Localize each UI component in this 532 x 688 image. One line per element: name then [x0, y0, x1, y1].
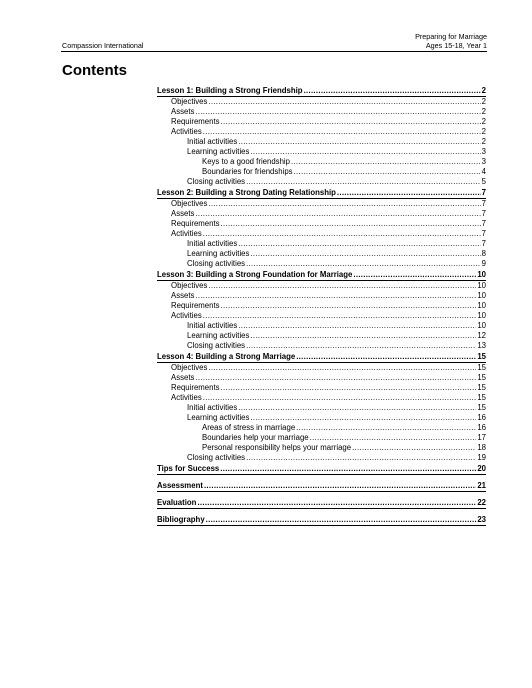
toc-page-number: 16 — [477, 413, 486, 422]
toc-page-number: 15 — [477, 373, 486, 382]
toc-page-number: 17 — [477, 433, 486, 442]
toc-page-number: 2 — [481, 97, 486, 106]
header-organization: Compassion International — [62, 41, 144, 50]
toc-entry-title: Lesson 2: Building a Strong Dating Relationship — [157, 188, 336, 197]
toc-page-number: 16 — [477, 423, 486, 432]
toc-dot-leader — [353, 269, 476, 280]
toc-entry-title: Activities — [171, 127, 202, 136]
toc-dot-leader — [250, 413, 476, 423]
toc-dot-leader — [220, 463, 476, 474]
toc-dot-leader — [250, 331, 476, 341]
toc-entry[interactable] — [157, 167, 486, 177]
toc-dot-leader — [221, 117, 481, 127]
toc-page-number: 12 — [477, 331, 486, 340]
toc-entry[interactable] — [157, 291, 486, 301]
toc-entry[interactable] — [157, 209, 486, 219]
toc-page-number: 2 — [481, 127, 486, 136]
toc-entry[interactable] — [157, 157, 486, 167]
toc-entry-title: Activities — [171, 393, 202, 402]
toc-entry[interactable] — [157, 403, 486, 413]
toc-entry[interactable] — [157, 85, 486, 97]
toc-dot-leader — [203, 127, 481, 137]
toc-dot-leader — [221, 301, 477, 311]
toc-entry-title: Areas of stress in marriage — [202, 423, 296, 432]
toc-dot-leader — [296, 351, 476, 362]
toc-dot-leader — [250, 249, 480, 259]
toc-page-number: 10 — [477, 291, 486, 300]
toc-entry-title: Assets — [171, 291, 195, 300]
toc-dot-leader — [203, 393, 477, 403]
toc-dot-leader — [352, 443, 476, 453]
toc-page-number: 2 — [481, 117, 486, 126]
toc-dot-leader — [246, 453, 476, 463]
toc-dot-leader — [238, 321, 476, 331]
toc-page-number: 7 — [481, 188, 486, 197]
toc-entry-title: Initial activities — [187, 137, 238, 146]
toc-entry-title: Objectives — [171, 363, 208, 372]
toc-page-number: 8 — [481, 249, 486, 258]
header-document-info — [415, 32, 487, 50]
toc-entry[interactable] — [157, 117, 486, 127]
toc-entry-title: Lesson 1: Building a Strong Friendship — [157, 86, 303, 95]
toc-dot-leader — [208, 199, 480, 209]
toc-entry[interactable] — [157, 219, 486, 229]
toc-dot-leader — [203, 311, 477, 321]
toc-entry[interactable] — [157, 341, 486, 351]
toc-entry-title: Closing activities — [187, 453, 246, 462]
toc-dot-leader — [208, 97, 480, 107]
toc-entry-title: Requirements — [171, 117, 220, 126]
toc-page-number: 15 — [477, 403, 486, 412]
toc-page-number: 20 — [477, 464, 486, 473]
toc-entry[interactable] — [157, 301, 486, 311]
toc-page-number: 10 — [477, 321, 486, 330]
toc-entry-title: Learning activities — [187, 249, 250, 258]
toc-page-number: 7 — [481, 239, 486, 248]
toc-entry[interactable] — [157, 463, 486, 475]
toc-entry-title: Closing activities — [187, 259, 246, 268]
toc-dot-leader — [221, 219, 481, 229]
toc-entry-title: Activities — [171, 311, 202, 320]
toc-entry-title: Lesson 4: Building a Strong Marriage — [157, 352, 296, 361]
toc-entry-title: Learning activities — [187, 413, 250, 422]
toc-entry-title: Tips for Success — [157, 464, 220, 473]
toc-entry-title: Evaluation — [157, 498, 197, 507]
toc-entry-title: Closing activities — [187, 177, 246, 186]
toc-page-number: 15 — [477, 363, 486, 372]
toc-entry[interactable] — [157, 351, 486, 363]
header-course-level: Ages 15-18, Year 1 — [425, 41, 487, 50]
toc-page-number: 2 — [481, 107, 486, 116]
toc-page-number: 10 — [477, 270, 486, 279]
toc-entry-title: Objectives — [171, 97, 208, 106]
toc-entry[interactable] — [157, 199, 486, 209]
toc-entry-title: Closing activities — [187, 341, 246, 350]
toc-entry-title: Initial activities — [187, 239, 238, 248]
toc-dot-leader — [221, 383, 477, 393]
toc-entry-title: Learning activities — [187, 331, 250, 340]
toc-entry-title: Bibliography — [157, 515, 205, 524]
toc-entry-title: Assets — [171, 373, 195, 382]
toc-dot-leader — [304, 85, 481, 96]
toc-page-number: 15 — [477, 393, 486, 402]
toc-entry[interactable] — [157, 249, 486, 259]
toc-entry-title: Initial activities — [187, 321, 238, 330]
toc-entry[interactable] — [157, 137, 486, 147]
toc-entry-title: Requirements — [171, 219, 220, 228]
toc-page-number: 21 — [477, 481, 486, 490]
toc-entry-title: Activities — [171, 229, 202, 238]
toc-entry[interactable] — [157, 311, 486, 321]
toc-page-number: 7 — [481, 199, 486, 208]
toc-entry[interactable] — [157, 107, 486, 117]
toc-dot-leader — [206, 514, 477, 525]
toc-entry[interactable] — [157, 147, 486, 157]
toc-page-number: 22 — [477, 498, 486, 507]
page-title: Contents — [62, 62, 127, 79]
toc-entry[interactable] — [157, 97, 486, 107]
toc-dot-leader — [246, 259, 481, 269]
toc-dot-leader — [197, 497, 476, 508]
toc-dot-leader — [310, 433, 477, 443]
toc-entry[interactable] — [157, 127, 486, 137]
toc-entry-title: Boundaries for friendships — [202, 167, 293, 176]
toc-dot-leader — [291, 157, 481, 167]
toc-entry[interactable] — [157, 433, 486, 443]
toc-page-number: 7 — [481, 209, 486, 218]
toc-dot-leader — [250, 147, 480, 157]
toc-page-number: 15 — [477, 383, 486, 392]
toc-page-number: 23 — [477, 515, 486, 524]
toc-entry-title: Boundaries help your marriage — [202, 433, 309, 442]
toc-entry-title: Assets — [171, 107, 195, 116]
toc-entry[interactable] — [157, 259, 486, 269]
toc-entry-title: Assets — [171, 209, 195, 218]
toc-dot-leader — [195, 291, 476, 301]
toc-page-number: 10 — [477, 311, 486, 320]
toc-entry[interactable] — [157, 480, 486, 492]
toc-dot-leader — [208, 363, 476, 373]
toc-entry-title: Initial activities — [187, 403, 238, 412]
toc-page-number: 18 — [477, 443, 486, 452]
toc-entry[interactable] — [157, 443, 486, 453]
toc-dot-leader — [204, 480, 476, 491]
toc-entry[interactable] — [157, 321, 486, 331]
toc-dot-leader — [238, 137, 480, 147]
toc-page-number: 7 — [481, 229, 486, 238]
toc-entry[interactable] — [157, 239, 486, 249]
toc-entry-title: Keys to a good friendship — [202, 157, 290, 166]
toc-dot-leader — [203, 229, 481, 239]
toc-entry[interactable] — [157, 413, 486, 423]
toc-entry[interactable] — [157, 187, 486, 199]
toc-dot-leader — [246, 177, 481, 187]
toc-dot-leader — [337, 187, 481, 198]
toc-entry-title: Objectives — [171, 281, 208, 290]
toc-entry[interactable] — [157, 497, 486, 509]
toc-entry[interactable] — [157, 281, 486, 291]
toc-entry[interactable] — [157, 383, 486, 393]
toc-page-number: 4 — [481, 167, 486, 176]
toc-entry-title: Learning activities — [187, 147, 250, 156]
toc-entry[interactable] — [157, 363, 486, 373]
toc-entry[interactable] — [157, 453, 486, 463]
toc-entry-title: Requirements — [171, 383, 220, 392]
toc-dot-leader — [294, 167, 481, 177]
toc-page-number: 10 — [477, 301, 486, 310]
toc-dot-leader — [246, 341, 476, 351]
toc-entry-title: Requirements — [171, 301, 220, 310]
toc-page-number: 9 — [481, 259, 486, 268]
toc-entry-title: Objectives — [171, 199, 208, 208]
toc-dot-leader — [195, 107, 480, 117]
toc-page-number: 2 — [481, 86, 486, 95]
toc-entry[interactable] — [157, 269, 486, 281]
toc-dot-leader — [195, 373, 476, 383]
toc-entry[interactable] — [157, 514, 486, 526]
toc-page-number: 7 — [481, 219, 486, 228]
toc-page-number: 2 — [481, 137, 486, 146]
toc-dot-leader — [296, 423, 476, 433]
toc-dot-leader — [195, 209, 480, 219]
toc-page-number: 5 — [481, 177, 486, 186]
toc-entry[interactable] — [157, 393, 486, 403]
toc-entry[interactable] — [157, 177, 486, 187]
toc-entry-title: Lesson 3: Building a Strong Foundation for Marriage — [157, 270, 353, 279]
toc-dot-leader — [238, 403, 476, 413]
toc-page-number: 19 — [477, 453, 486, 462]
toc-page-number: 15 — [477, 352, 486, 361]
toc-entry[interactable] — [157, 423, 486, 433]
toc-dot-leader — [208, 281, 476, 291]
header-course-title: Preparing for Marriage — [415, 32, 487, 41]
toc-page-number: 13 — [477, 341, 486, 350]
toc-page-number: 3 — [481, 157, 486, 166]
toc-entry-title: Assessment — [157, 481, 203, 490]
toc-page-number: 3 — [481, 147, 486, 156]
toc-dot-leader — [238, 239, 480, 249]
toc-entry[interactable] — [157, 331, 486, 341]
toc-entry-title: Personal responsibility helps your marriage — [202, 443, 352, 452]
table-of-contents — [157, 85, 486, 526]
toc-entry[interactable] — [157, 373, 486, 383]
toc-entry[interactable] — [157, 229, 486, 239]
toc-page-number: 10 — [477, 281, 486, 290]
header-divider — [61, 51, 487, 52]
